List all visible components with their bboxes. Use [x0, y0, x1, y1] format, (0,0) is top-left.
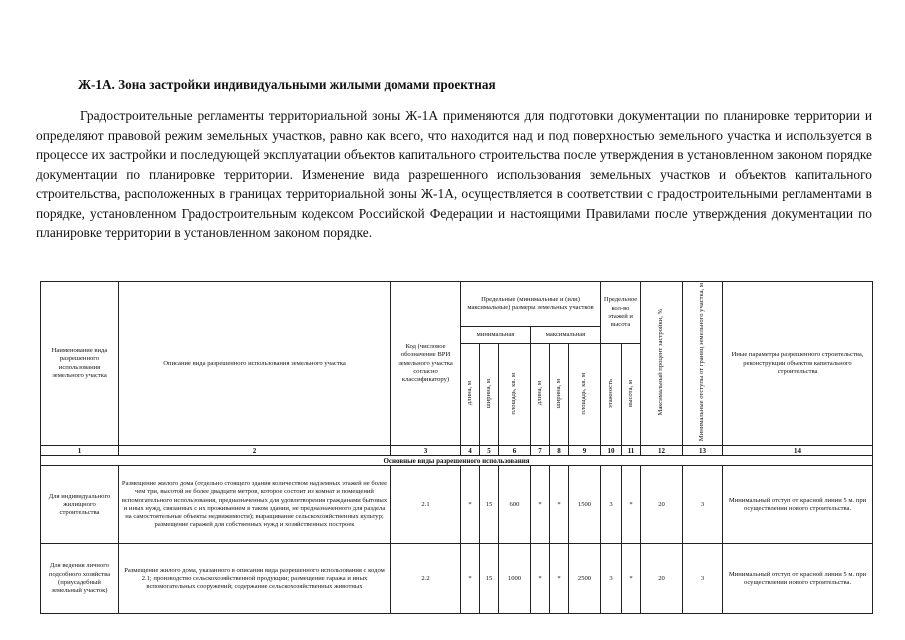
row-other: Минимальный отступ от красной линии 5 м. при осуществлении нового строительства.: [723, 466, 873, 544]
row-description: Размещение жилого дома (отдельно стоящего здания количеством надземных этажей не более чем три, высотой не более двадцати метров, которое состоит из комнат и помещений вспомогательного использования, предназначенных для удовлетворения гражданами бытовых и иных нужд, связанных с их проживанием в таком здании, не предназначенного для раздела на самостоятельные объекты недвижимости); выращивание сельскохозяйственных культур; размещение гаражей для собственных нужд и хозяйственных построек: [119, 466, 391, 544]
header-name: Наименование вида разрешенного использования земельного участка: [41, 282, 119, 446]
zone-heading: Ж-1А. Зона застройки индивидуальными жилыми домами проектная: [78, 77, 496, 92]
header-sizes: Предельные (минимальные и (или) максимальные) размеры земельных участков: [461, 282, 601, 327]
column-number: 13: [683, 446, 723, 456]
header-description: Описание вида разрешенного использования земельного участка: [119, 282, 391, 446]
header-max-width: ширина, м: [550, 344, 569, 446]
section-row: [41, 456, 873, 466]
row-description: Размещение жилого дома, указанного в описании вида разрешенного использования с кодом 2.1; производство сельскохозяйственной продукции; размещение гаража и иных вспомогательных сооружений; содержание сельскохозяйственных животных: [119, 544, 391, 614]
row-setback: 3: [683, 544, 723, 614]
regulation-paragraph: Градостроительные регламенты территориальной зоны Ж-1А применяются для подготовки документации по планировке территории и определяют правовой режим земельных участков, равно как всего, что находится над и под поверхностью земельного участка и используется в процессе их застройки и последующей эксплуатации объектов капитального строительства после утверждения в установленном законом порядке документации по планировке территории. Изменение вида разрешенного использования земельных участков и объектов капитального строительства, расположенных в границах территориальной зоны Ж-1А, осуществляется в соответствии с градостроительными регламентами в порядке, установленном Градостроительным кодексом Российской Федерации и настоящими Правилами после утверждения документации по планировке территории в установленном законом порядке.: [36, 108, 872, 240]
column-number: 9: [569, 446, 601, 456]
row-min-length: *: [461, 466, 480, 544]
column-number: 7: [531, 446, 550, 456]
row-coverage: 20: [641, 466, 683, 544]
column-number: 3: [391, 446, 461, 456]
header-max-length: длина, м: [531, 344, 550, 446]
column-number: 2: [119, 446, 391, 456]
row-coverage: 20: [641, 544, 683, 614]
row-other: Минимальный отступ от красной линии 5 м. при осуществлении нового строительства.: [723, 544, 873, 614]
header-min-area: площадь, кв. м: [499, 344, 531, 446]
column-number: 6: [499, 446, 531, 456]
column-number: 1: [41, 446, 119, 456]
row-min-length: *: [461, 544, 480, 614]
table-row: [41, 466, 873, 544]
header-max: максимальная: [531, 326, 601, 344]
row-min-width: 15: [480, 544, 499, 614]
row-max-length: *: [531, 544, 550, 614]
row-max-length: *: [531, 466, 550, 544]
row-name: Для ведения личного подсобного хозяйства (приусадебный земельный участок): [41, 544, 119, 614]
header-floors-count: этажность: [601, 344, 622, 446]
section-title: Основные виды разрешенного использования: [41, 456, 873, 466]
column-number: 12: [641, 446, 683, 456]
column-number: 14: [723, 446, 873, 456]
header-setback: Минимальные отступы от границ земельного участка, м: [683, 282, 723, 446]
column-number: 4: [461, 446, 480, 456]
header-other: Иные параметры разрешенного строительства, реконструкции объектов капитального строительства: [723, 282, 873, 446]
header-min: минимальная: [461, 326, 531, 344]
row-code: 2.1: [391, 466, 461, 544]
row-max-width: *: [550, 466, 569, 544]
regulations-table: [40, 281, 873, 614]
row-setback: 3: [683, 466, 723, 544]
column-number: 10: [601, 446, 622, 456]
row-min-width: 15: [480, 466, 499, 544]
header-floors: Предельное кол-во этажей и высота: [601, 282, 641, 344]
row-min-area: 600: [499, 466, 531, 544]
column-numbers-row: [41, 446, 873, 456]
header-max-area: площадь, кв. м: [569, 344, 601, 446]
row-max-width: *: [550, 544, 569, 614]
row-height: *: [622, 544, 641, 614]
column-number: 11: [622, 446, 641, 456]
column-number: 8: [550, 446, 569, 456]
header-height: высота, м: [622, 344, 641, 446]
row-code: 2.2: [391, 544, 461, 614]
row-floors: 3: [601, 544, 622, 614]
row-height: *: [622, 466, 641, 544]
table-row: [41, 544, 873, 614]
row-floors: 3: [601, 466, 622, 544]
row-name: Для индивидуального жилищного строительства: [41, 466, 119, 544]
header-min-width: ширина, м: [480, 344, 499, 446]
row-min-area: 1000: [499, 544, 531, 614]
row-max-area: 2500: [569, 544, 601, 614]
header-code: Код (числовое обозначение ВРИ земельного участка согласно классификатору): [391, 282, 461, 446]
header-row-1: [41, 282, 873, 327]
header-min-length: длина, м: [461, 344, 480, 446]
header-coverage: Максимальный процент застройки, %: [641, 282, 683, 446]
column-number: 5: [480, 446, 499, 456]
row-max-area: 1500: [569, 466, 601, 544]
